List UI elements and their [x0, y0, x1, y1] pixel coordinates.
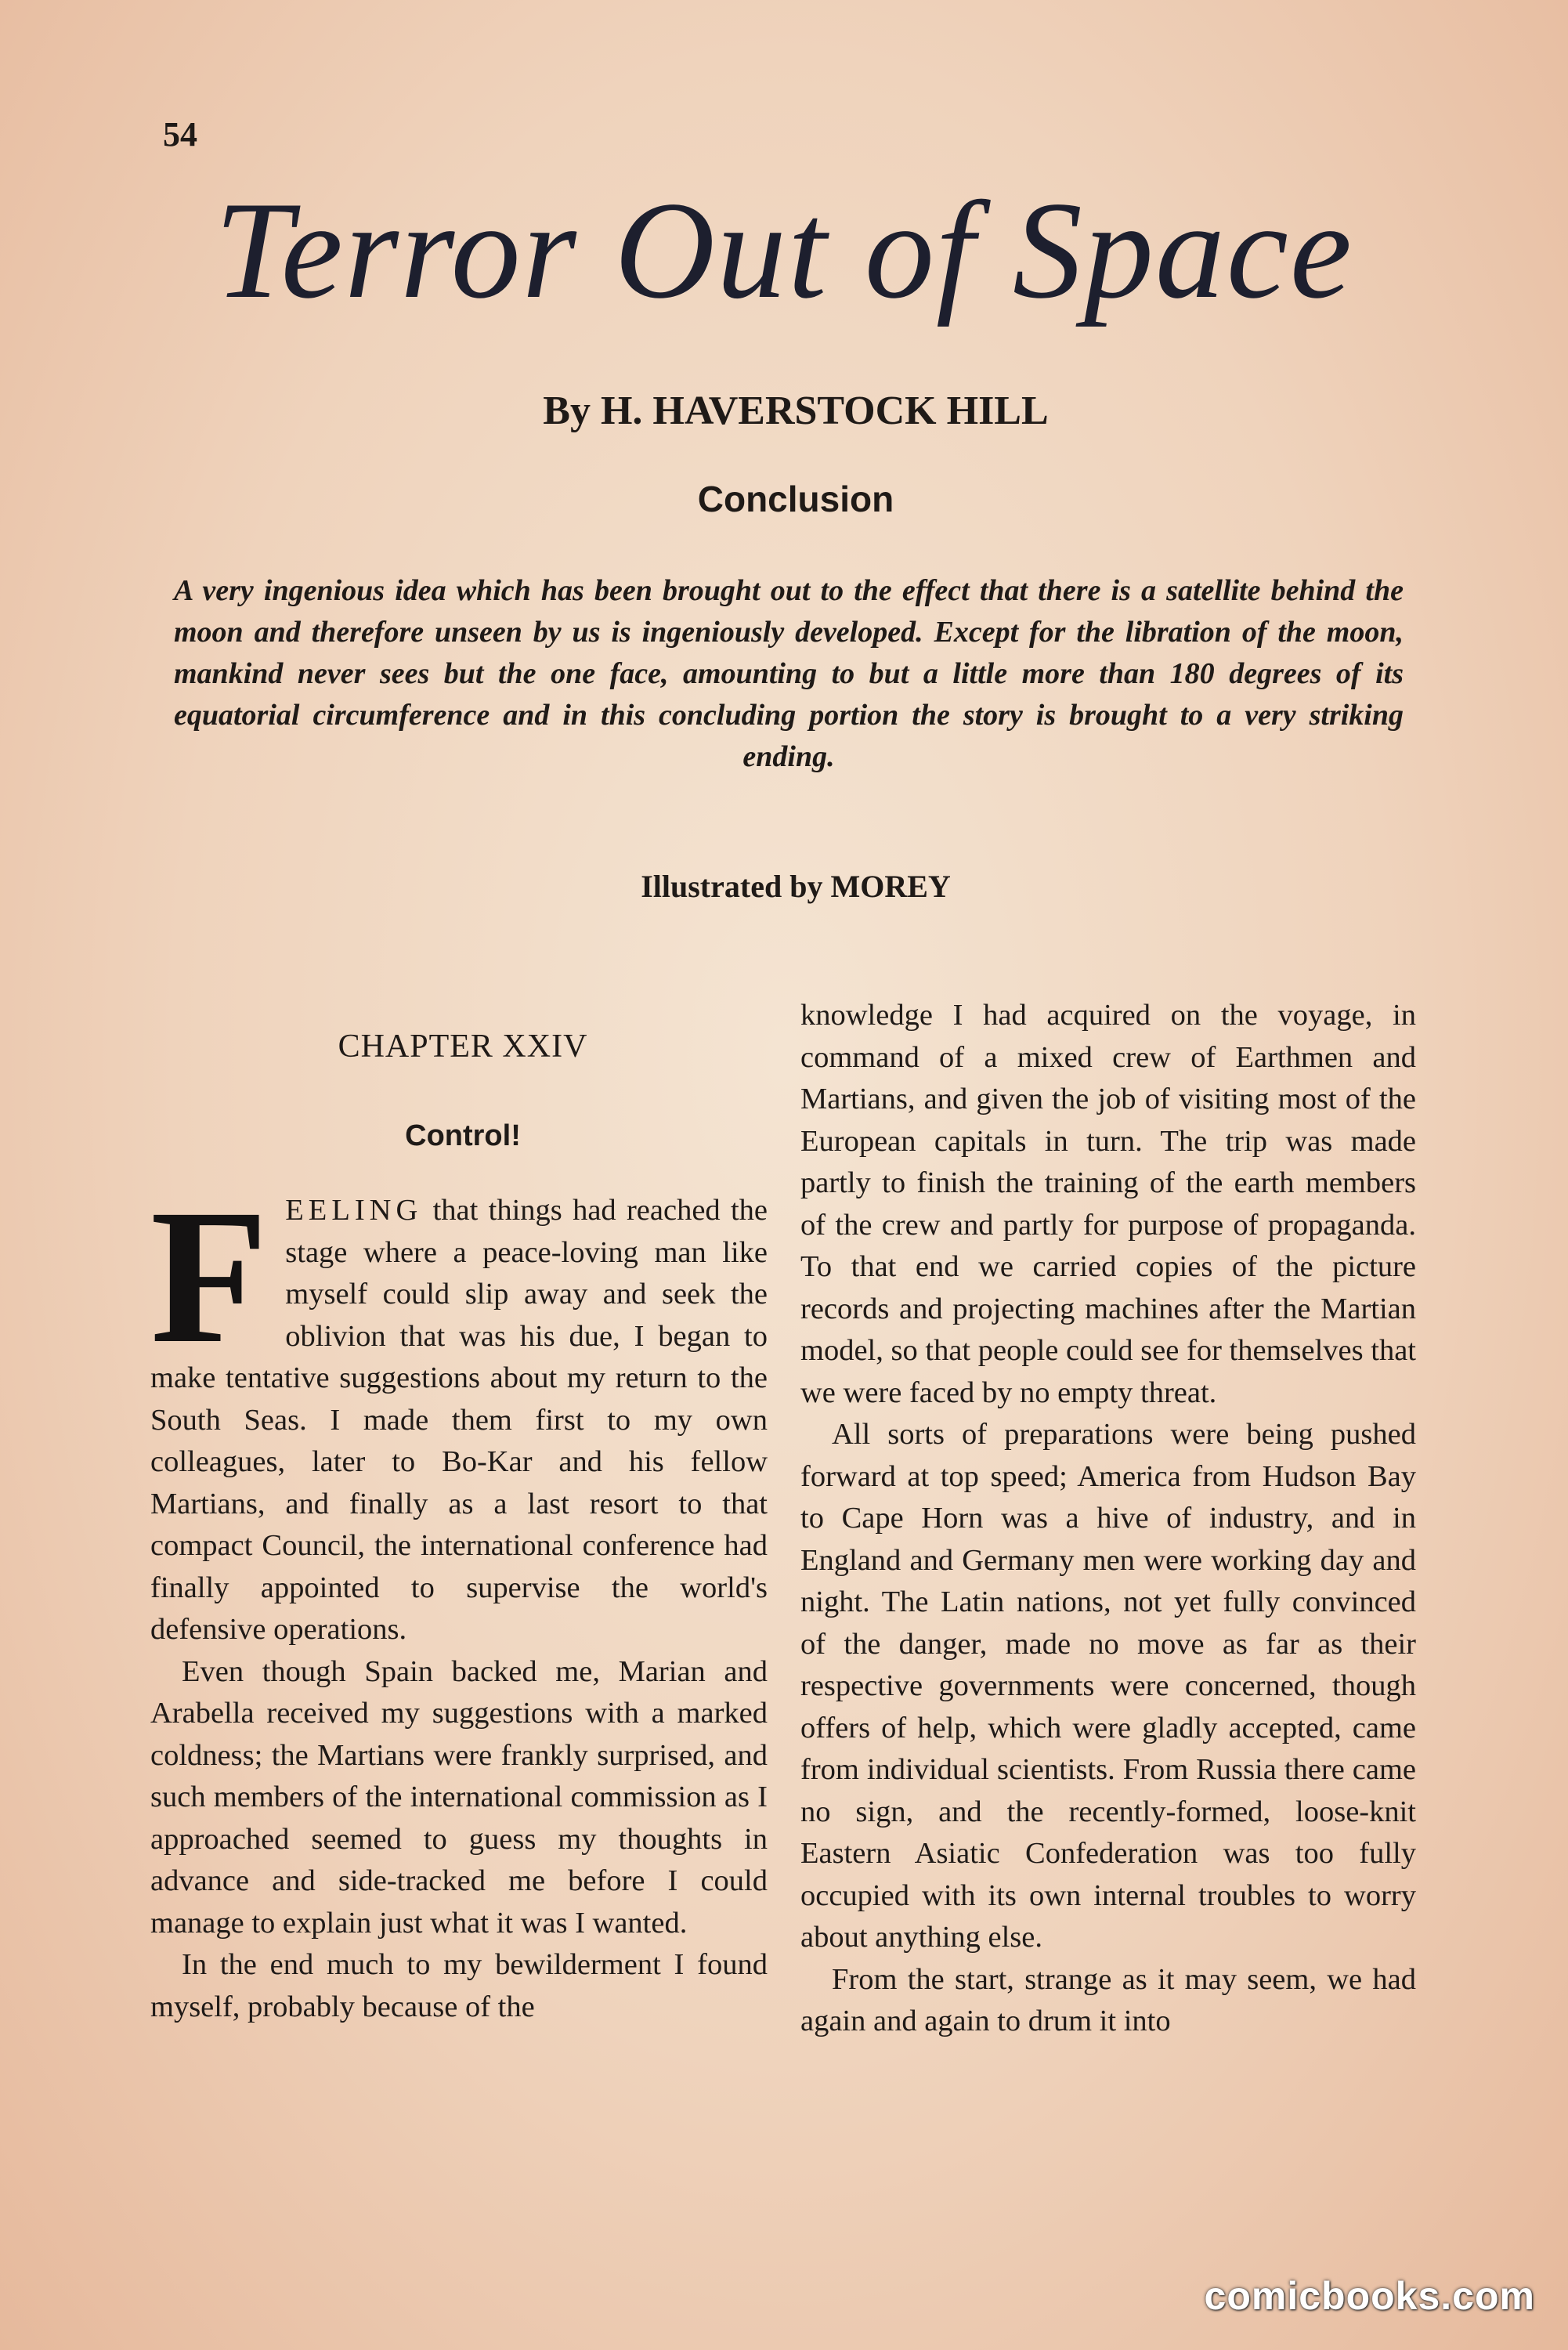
left-column — [150, 1026, 768, 2028]
opening-paragraph — [150, 1170, 768, 1651]
drop-cap: F — [150, 1170, 269, 1383]
illustrator-credit: Illustrated by MOREY — [641, 869, 951, 904]
paragraph: All sorts of preparations were being pushed forward at top speed; America from Hudson Bay to Cape Horn was a hive of industry, and in England and Germany men were working day and night. The Latin nations, not yet fully convinced of the danger, made no move as far as their respective governments were concerned, though offers of help, which were gladly accepted, came from individual scientists. From Russia there came no sign, and the recently-formed, loose-knit Eastern Asiatic Confederation was too fully occupied with its own internal troubles to worry about anything else. — [800, 1418, 1416, 1954]
author-byline: By H. HAVERSTOCK HILL — [543, 389, 1049, 433]
synopsis: A very ingenious idea which has been brought out to the effect that there is a satellite behind the moon and therefore unseen by us is ingeniously developed. Except for the libration of the moon, mankind never sees but the one face, amounting to but a little more than 180 degrees of its equatorial circumference and in this concluding portion the story is brought to a very striking ending. — [174, 574, 1404, 773]
paragraph: In the end much to my bewilderment I found myself, probably because of the — [150, 1948, 768, 2023]
part-label: Conclusion — [697, 479, 894, 519]
page-number: 54 — [163, 115, 197, 154]
site-watermark: comicbooks.com — [1204, 2274, 1535, 2318]
chapter-subtitle: Control! — [405, 1119, 521, 1152]
paragraph: knowledge I had acquired on the voyage, in command of a mixed crew of Earthmen and Martians, and given the job of visiting most of the European capitals in turn. The trip was made partly to finish the training of the earth members of the crew and partly for purpose of propaganda. To that end we carried copies of the picture records and projecting machines after the Martian model, so that people could see for themselves that we were faced by no empty threat. — [800, 999, 1416, 1409]
opening-word: EELING — [285, 1194, 423, 1227]
paragraph: Even though Spain backed me, Marian and Arabella received my suggestions with a marked coldness; the Martians were frankly surprised, and such members of the international commission as I approached seemed to guess my thoughts in advance and side-tracked me before I could manage to explain just what it was I wanted. — [150, 1654, 768, 1940]
story-title: Terror Out of Space — [215, 172, 1353, 327]
chapter-heading: CHAPTER XXIV — [338, 1029, 588, 1065]
right-column — [800, 995, 1416, 2043]
paragraph: From the start, strange as it may seem, we had again and again to drum it into — [800, 1962, 1416, 2037]
paragraph-text: that things had reached the stage where a peace-loving man like myself could slip away and seek the oblivion that was his due, I began to make tentative suggestions about my return to the South Seas. I made them first to my own colleagues, later to Bo-Kar and his fellow Martians, and finally as a last resort to that compact Council, the international conference had finally appointed to supervise the world's defensive operations. — [150, 1194, 768, 1646]
